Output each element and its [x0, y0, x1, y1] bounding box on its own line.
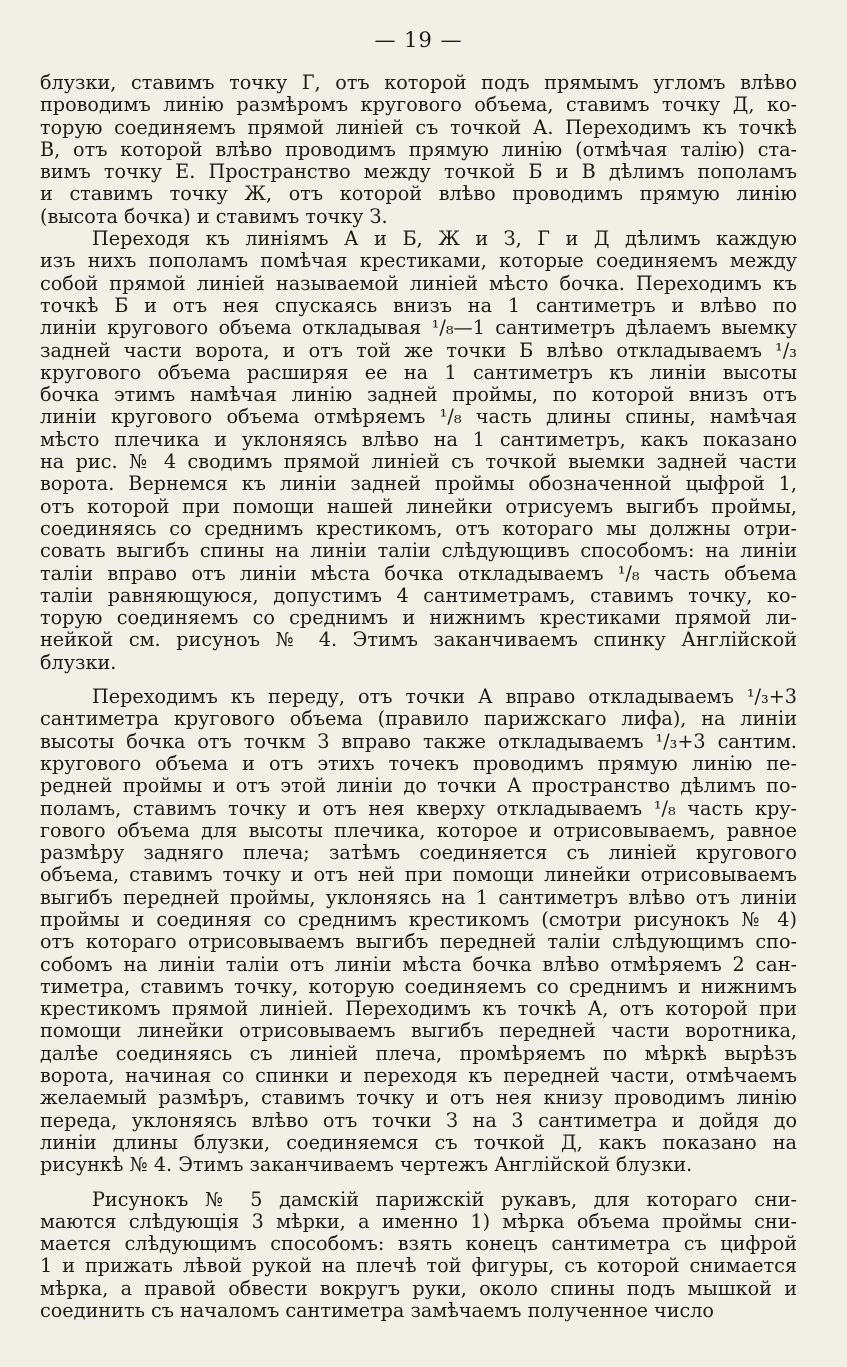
text-line: совать выгибъ спины на линіи таліи слѣдующивъ способомъ: на линіи	[40, 539, 797, 563]
text-line: тиметра, ставимъ точку, которую соединяемъ со среднимъ и нижнимъ	[40, 974, 797, 998]
text-line: В, отъ которой влѣво проводимъ прямую линію (отмѣчая талію) ста-	[40, 137, 797, 161]
text-line: помощи линейки отрисовываемъ выгибъ передней части воротника,	[40, 1019, 797, 1043]
text-line: крестикомъ прямой линіей. Переходимъ къ точкѣ А, отъ которой при	[40, 997, 797, 1021]
text-line: выгибъ передней проймы, уклоняясь на 1 сантиметръ влѣво отъ линіи	[40, 885, 797, 909]
text-line: высоты бочка отъ точкм З вправо также откладываемъ ¹/₃+3 сантим.	[40, 729, 797, 753]
text-line: соединить съ началомъ сантиметра замѣчаемъ полученное число	[40, 1299, 714, 1323]
text-line: собомъ на линіи таліи отъ линіи мѣста бочка влѣво отмѣряемъ 2 сан-	[40, 952, 797, 976]
text-line: мается слѣдующимъ способомъ: взять конецъ сантиметра съ цифрой	[40, 1232, 797, 1256]
text-line: ворота, начиная со спинки и переходя къ передней части, отмѣчаемъ	[40, 1064, 797, 1088]
text-line: нейкой см. рисуноъ № 4. Этимъ заканчиваемъ спинку Англійской	[40, 628, 797, 652]
text-line: маются слѣдующія 3 мѣрки, а именно 1) мѣрка объема проймы сни-	[40, 1209, 797, 1233]
paragraph	[40, 686, 797, 1177]
text-line: желаемый размѣръ, ставимъ точку и отъ нея книзу проводимъ линію	[40, 1086, 797, 1110]
text-line: бочка этимъ намѣчая линію задней проймы, по которой внизъ отъ	[40, 383, 797, 407]
text-line: линіи кругового объема откладывая ¹/₈—1 сантиметръ дѣлаемъ выемку	[40, 316, 797, 340]
text-line: на рис. № 4 сводимъ прямой линіей съ точкой выемки задней части	[40, 450, 797, 474]
text-line: рисункѣ № 4. Этимъ заканчиваемъ чертежъ Англійской блузки.	[40, 1153, 693, 1177]
text-line: таліи равняющуюся, допустимъ 4 сантиметрамъ, ставимъ точку, ко-	[40, 583, 797, 607]
text-line: мѣрка, а правой обвести вокругъ руки, около спины подъ мышкой и	[40, 1276, 797, 1300]
text-line: и ставимъ точку Ж, отъ которой влѣво проводимъ прямую линію	[40, 182, 797, 206]
text-line: соединяясь со среднимъ крестикомъ, отъ котораго мы должны отри-	[40, 516, 797, 540]
text-line: проймы и соединяя со среднимъ крестикомъ (смотри рисунокъ № 4)	[40, 907, 797, 931]
text-line: вимъ точку Е. Пространство между точкой Б и В дѣлимъ пополамъ	[40, 160, 797, 184]
text-line: (высота бочка) и ставимъ точку З.	[40, 204, 388, 228]
text-line: далѣе соединяясь съ линіей плеча, промѣряемъ по мѣркѣ вырѣзъ	[40, 1041, 797, 1065]
text-line: Переходя къ линіямъ А и Б, Ж и З, Г и Д дѣлимъ каждую	[92, 227, 797, 251]
text-line: объема, ставимъ точку и отъ ней при помощи линейки отрисовываемъ	[40, 863, 797, 887]
text-line: линіи длины блузки, соединяемся съ точкой Д, какъ показано на	[40, 1130, 797, 1154]
text-line: мѣсто плечика и уклоняясь влѣво на 1 сантиметръ, какъ показано	[40, 427, 797, 451]
text-line: собой прямой линіей называемой линіей мѣсто бочка. Переходимъ къ	[40, 271, 797, 295]
body-text	[40, 72, 797, 1322]
text-line: кругового объема расширяя ее на 1 сантиметръ къ линіи высоты	[40, 360, 797, 384]
text-line: торую соединяемъ прямой линіей съ точкой А. Переходимъ къ точкѣ	[40, 115, 797, 139]
text-line: торую соединяемъ со среднимъ и нижнимъ крестиками прямой ли-	[40, 606, 797, 630]
text-line: линіи кругового объема отмѣряемъ ¹/₈ часть длины спины, намѣчая	[40, 405, 797, 429]
text-line: переда, уклоняясь влѣво отъ точки З на 3 сантиметра и дойдя до	[40, 1108, 797, 1132]
text-line: проводимъ линію размѣромъ кругового объема, ставимъ точку Д, ко-	[40, 93, 797, 117]
text-line: ворота. Вернемся къ линіи задней проймы обозначенной цыфрой 1,	[40, 472, 797, 496]
text-line: гового объема для высоты плечика, которое и отрисовываемъ, равное	[40, 818, 797, 842]
text-line: изъ нихъ пополамъ помѣчая крестиками, которые соединяемъ между	[40, 249, 797, 273]
text-line: блузки, ставимъ точку Г, отъ которой подъ прямымъ угломъ влѣво	[40, 71, 797, 94]
paragraph	[40, 228, 797, 674]
page-number: — 19 —	[374, 28, 463, 52]
text-line: Переходимъ къ переду, отъ точки А вправо откладываемъ ¹/₃+3	[92, 685, 797, 709]
text-line: размѣру задняго плеча; затѣмъ соединяется съ линіей кругового	[40, 841, 797, 865]
paragraph	[40, 72, 797, 228]
text-line: редней проймы и отъ этой линіи до точки А пространство дѣлимъ по-	[40, 774, 797, 798]
text-line: 1 и прижать лѣвой рукой на плечѣ той фигуры, съ которой снимается	[40, 1254, 797, 1278]
text-line: таліи вправо отъ линіи мѣста бочка откладываемъ ¹/₈ часть объема	[40, 561, 797, 585]
text-line: точкѣ Б и отъ нея спускаясь внизъ на 1 сантиметръ и влѣво по	[40, 293, 797, 317]
text-line: сантиметра кругового объема (правило парижскаго лифа), на линіи	[40, 707, 797, 731]
text-line: поламъ, ставимъ точку и отъ нея кверху откладываемъ ¹/₈ часть кру-	[40, 796, 797, 820]
text-line: кругового объема и отъ этихъ точекъ проводимъ прямую линію пе-	[40, 751, 797, 775]
text-line: Рисунокъ № 5 дамскій парижскій рукавъ, для котораго сни-	[92, 1187, 797, 1211]
text-line: отъ котораго отрисовываемъ выгибъ передней таліи слѣдующимъ спо-	[40, 930, 797, 954]
text-line: блузки.	[40, 650, 117, 674]
text-line: задней части ворота, и отъ той же точки Б влѣво откладываемъ ¹/₃	[40, 338, 797, 362]
text-line: отъ которой при помощи нашей линейки отрисуемъ выгибъ проймы,	[40, 494, 797, 518]
paragraph	[40, 1189, 797, 1323]
